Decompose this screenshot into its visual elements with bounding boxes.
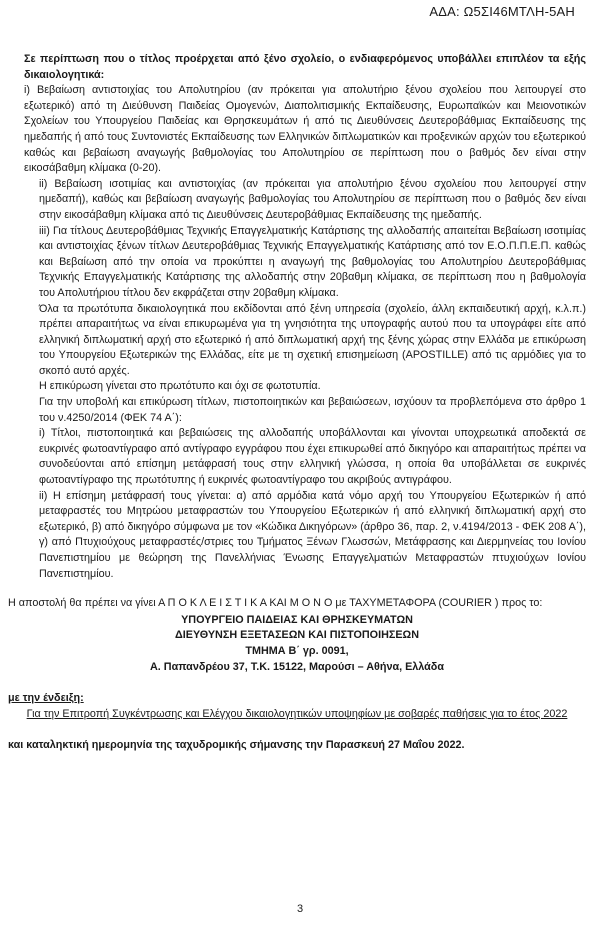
shipping-note: Η αποστολή θα πρέπει να γίνει Α Π Ο Κ Λ Ε Ι Σ Τ Ι Κ Α ΚΑΙ Μ Ο Ν Ο με ΤΑΧΥΜΕΤΑΦΟΡΑ (COURIER ) προς το: xyxy=(8,597,543,610)
address-line-street: Α. Παπανδρέου 37, Τ.Κ. 15122, Μαρούσι – Αθήνα, Ελλάδα xyxy=(149,660,444,673)
address-line-department: ΤΜΗΜΑ Β΄ γρ. 0091, xyxy=(245,644,349,657)
paragraph-law-reference: Για την υποβολή και επικύρωση τίτλων, πιστοποιητικών και βεβαιώσεων, ισχύουν τα προβλεπόμενα στο άρθρο 1 του ν.4250/2014 (ΦΕΚ 74 Α΄): xyxy=(39,396,586,424)
paragraph-originals: Όλα τα πρωτότυπα δικαιολογητικά που εκδίδονται από ξένη υπηρεσία (σχολείο, άλλη εκπαιδευτική αρχή, κ.λ.π.) πρέπει απαραιτήτως να είναι επικυρωμένα για τη γνησιότητα της υπογραφής αυτού που τα υπογράφει είτε από ελληνική διπλωματική αρχή στο εξωτερικό ή από διπλωματική αρχή της ξένης χώρας στην Ελλάδα με επικύρωση του Υπουργείου Εξωτερικών της Ελλάδας, είτε με τη σχετική επισημείωση (APOSTILLE) από τις αρμόδιες για το σκοπό αυτό αρχές. xyxy=(39,302,586,377)
document-body xyxy=(8,52,586,754)
recipient-address-block xyxy=(8,613,586,675)
address-line-ministry: ΥΠΟΥΡΓΕΙΟ ΠΑΙΔΕΙΑΣ ΚΑΙ ΘΡΗΣΚΕΥΜΑΤΩΝ xyxy=(181,613,413,626)
paragraph-item-ii: ii) Βεβαίωση ισοτιμίας και αντιστοιχίας (αν πρόκειται για απολυτήριο ξένου σχολείου που λειτουργεί στην ημεδαπή), καθώς και βεβαίωση αναγωγής βαθμολογίας του Απολυτηρίου σε περίπτωση που ο βαθμός δεν είναι στην εικοσάβαθμη κλίμακα από τις Διευθύνσεις Δευτεροβάθμιας Εκπαίδευσης της ημεδαπής. xyxy=(39,177,586,221)
paragraph-intro: Σε περίπτωση που ο τίτλος προέρχεται από ξένο σχολείο, ο ενδιαφερόμενος υποβάλλει επιπλέον τα εξής δικαιολογητικά: xyxy=(24,53,586,81)
paragraph-item-i: i) Βεβαίωση αντιστοιχίας του Απολυτηρίου (αν πρόκειται για απολυτήριο ξένου σχολείου που λειτουργεί στο εξωτερικό) από τη Διεύθυνση Παιδείας Ομογενών, Διαπολιτισμικής Εκπαίδευσης, Ευρωπαϊκών και Μειονοτικών Σχολείων του Υπουργείου Παιδείας και Θρησκευμάτων ή από τις Διευθύνσεις Δευτεροβάθμιας Εκπαίδευσης της ημεδαπής ή από τους Συντονιστές Εκπαίδευσης των Ελληνικών διπλωματικών και προξενικών αρχών του εξωτερικού καθώς και βεβαίωση αναγωγής βαθμολογίας του Απολυτηρίου σε περίπτωση που ο βαθμός δεν είναι στην εικοσάβαθμη κλίμακα (0-20). xyxy=(24,84,586,175)
paragraph-validation-note: Η επικύρωση γίνεται στο πρωτότυπο και όχι σε φωτοτυπία. xyxy=(39,380,321,393)
deadline-note: και καταληκτική ημερομηνία της ταχυδρομικής σήμανσης την Παρασκευή 27 Μαΐου 2022. xyxy=(8,739,465,752)
page-number: 3 xyxy=(296,903,304,915)
paragraph-copies: i) Τίτλοι, πιστοποιητικά και βεβαιώσεις της αλλοδαπής υποβάλλονται και γίνονται υποχρεωτικά αποδεκτά σε ευκρινές φωτοαντίγραφο από αντίγραφο εγγράφου που έχει επικυρωθεί από δικηγόρο και απαραιτήτως πρέπει να συνοδεύονται από επίσημη μετάφρασή τους στην ελληνική γλώσσα, η οποία θα υποβάλλεται σε ευκρινές φωτοαντίγραφο της πρωτότυπης ή ευκρινές φωτοαντίγραφο του ακριβούς αντιγράφου. xyxy=(39,427,586,487)
indication-text: Για την Επιτροπή Συγκέντρωσης και Ελέγχου δικαιολογητικών υποψηφίων με σοβαρές παθήσεις για το έτος 2022 xyxy=(26,707,568,720)
address-line-directorate: ΔΙΕΥΘΥΝΣΗ ΕΞΕΤΑΣΕΩΝ ΚΑΙ ΠΙΣΤΟΠΟΙΗΣΕΩΝ xyxy=(175,629,419,642)
paragraph-translation: ii) Η επίσημη μετάφρασή τους γίνεται: α) από αρμόδια κατά νόμο αρχή του Υπουργείου Εξωτερικών ή από μεταφραστές του Μητρώου μεταφραστών του Υπουργείου Εξωτερικών ή από ελληνική διπλωματική αρχή στο εξωτερικό, β) από δικηγόρο σύμφωνα με τον «Κώδικα Δικηγόρων» (άρθρο 36, παρ. 2, ν.4194/2013 - ΦΕΚ 208 Α΄), γ) από Πτυχιούχους μεταφραστές/στριες του Τμήματος Ξένων Γλωσσών, Μετάφρασης και Διερμηνείας του Ιονίου Πανεπιστημίου με θεώρηση της Πανελλήνιας Ένωσης Επαγγελματιών Μεταφραστών πτυχιούχων Ιονίου Πανεπιστημίου. xyxy=(39,489,586,580)
paragraph-item-iii: iii) Για τίτλους Δευτεροβάθμιας Τεχνικής Επαγγελματικής Κατάρτισης της αλλοδαπής απαιτείται Βεβαίωση ισοτιμίας και αντιστοιχίας ξένων τίτλων Δευτεροβάθμιας Τεχνικής Επαγγελματικής Κατάρτισης από τον Ε.Ο.Π.Π.Ε.Π. καθώς και Βεβαίωση από την οποία να προκύπτει η αναγωγή της βαθμολογίας του Απολυτηρίου Δευτεροβάθμιας Τεχνικής Επαγγελματικής Κατάρτισης της αλλοδαπής στην 20βαθμη κλίμακα, σε περίπτωση που η βαθμολογία του Απολυτήριου τίτλου δεν εκφράζεται στην 20βαθμη κλίμακα. xyxy=(39,224,586,299)
ada-code: ΑΔΑ: Ω5ΣΙ46ΜΤΛΗ-5ΑΗ xyxy=(429,4,575,19)
indication-label: με την ένδειξη: xyxy=(8,692,84,705)
